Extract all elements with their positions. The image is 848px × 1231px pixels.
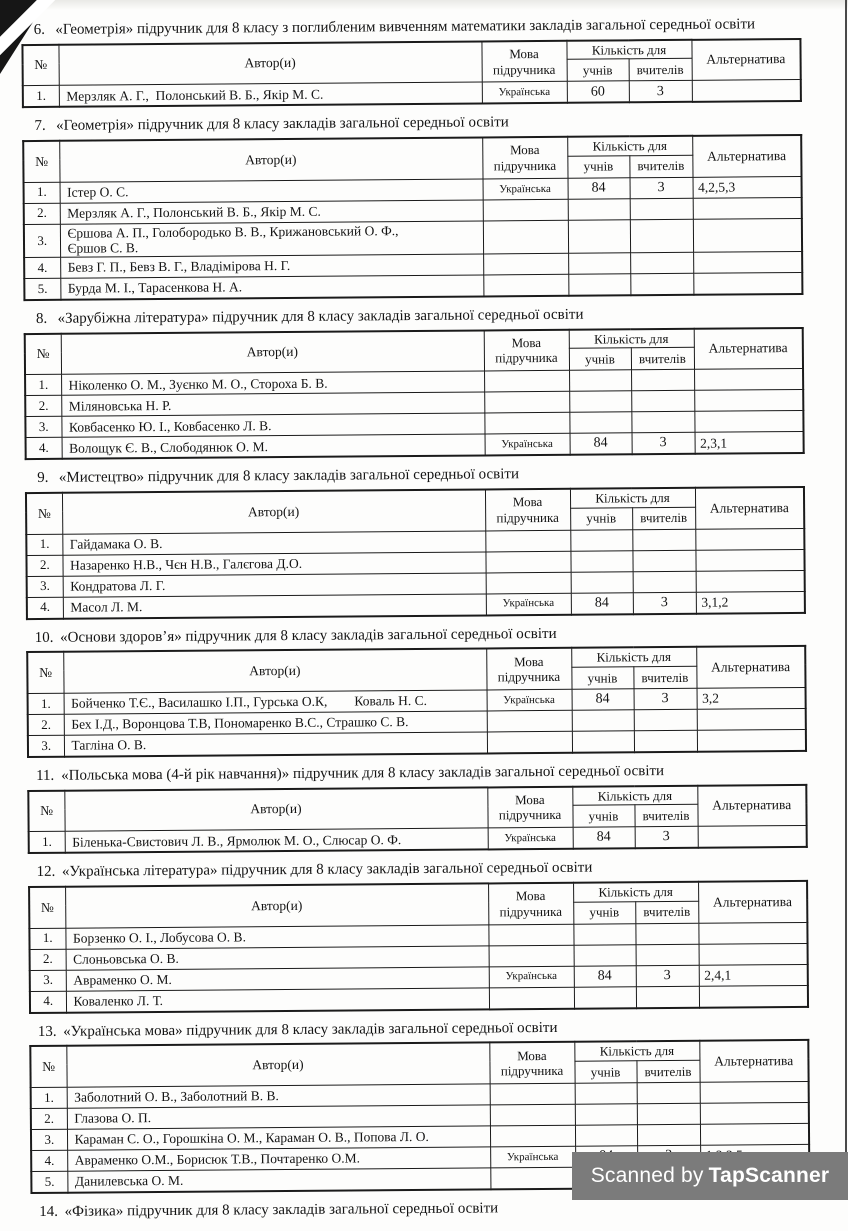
col-header-language: Мова підручника bbox=[488, 883, 573, 925]
col-header-authors: Автор(и) bbox=[59, 138, 482, 182]
col-header-quantity: Кількість для bbox=[569, 328, 694, 348]
cell-alternative bbox=[697, 729, 806, 751]
col-header-language: Мова підручника bbox=[482, 137, 567, 179]
col-header-students: учнів bbox=[574, 1061, 636, 1083]
cell-num: 3. bbox=[25, 417, 61, 438]
col-header-num: № bbox=[22, 45, 58, 86]
cell-language: Українська bbox=[482, 82, 567, 104]
section-number: 14. bbox=[39, 1203, 59, 1220]
section-title-row bbox=[29, 761, 807, 786]
cell-language: Українська bbox=[486, 593, 571, 615]
cell-teachers: 3 bbox=[629, 81, 692, 103]
cell-num: 1. bbox=[28, 693, 64, 714]
cell-alternative bbox=[699, 985, 808, 1007]
section-title-row bbox=[24, 111, 802, 136]
section-title: «Зарубіжна література» підручник для 8 класу закладів загальної середньої освіти bbox=[57, 306, 584, 327]
col-header-num: № bbox=[27, 652, 63, 693]
cell-students: 84 bbox=[573, 827, 635, 849]
cell-alternative bbox=[698, 826, 807, 848]
cell-students bbox=[575, 1125, 637, 1146]
section-number: 8. bbox=[35, 310, 48, 327]
textbook-section bbox=[22, 111, 803, 301]
cell-alternative bbox=[694, 390, 803, 412]
col-header-authors: Автор(и) bbox=[64, 787, 487, 831]
col-header-authors: Автор(и) bbox=[62, 489, 485, 533]
section-number: 12. bbox=[36, 864, 56, 881]
col-header-alternative: Альтернатива bbox=[691, 39, 800, 81]
col-header-num: № bbox=[26, 493, 62, 534]
textbook-section bbox=[24, 304, 805, 460]
textbook-table bbox=[25, 486, 806, 620]
col-header-alternative: Альтернатива bbox=[694, 328, 803, 370]
col-header-alternative: Альтернатива bbox=[692, 135, 801, 177]
scan-top-edge bbox=[0, 0, 848, 10]
cell-authors: Данилевська О. М. bbox=[67, 1168, 490, 1193]
cell-alternative: 3,1,2 bbox=[696, 591, 805, 613]
col-header-language: Мова підручника bbox=[484, 329, 569, 371]
section-title: «Українська мова» підручник для 8 класу закладів загальної середньої освіти bbox=[63, 1019, 558, 1040]
section-number: 6. bbox=[33, 21, 46, 38]
col-header-quantity: Кількість для bbox=[567, 136, 692, 156]
col-header-students: учнів bbox=[569, 348, 631, 370]
section-title: «Геометрія» підручник для 8 класу закладів загальної середньої освіти bbox=[56, 114, 509, 135]
cell-language bbox=[490, 1083, 575, 1105]
cell-language bbox=[487, 710, 572, 732]
cell-language: Українська bbox=[485, 434, 570, 456]
section-title-row bbox=[30, 857, 808, 882]
col-header-teachers: вчителів bbox=[634, 805, 697, 827]
cell-language bbox=[489, 987, 574, 1009]
cell-num: 3. bbox=[24, 224, 60, 258]
col-header-language: Мова підручника bbox=[487, 786, 572, 828]
cell-teachers bbox=[637, 1124, 700, 1145]
section-title-row bbox=[27, 463, 805, 488]
cell-alternative bbox=[695, 528, 804, 550]
cell-authors: Назаренко Н.В., Чєн Н.В., Галєгова Д.О. bbox=[62, 552, 485, 576]
cell-authors: Бех І.Д., Воронцова Т.В, Пономаренко В.С., Страшко С. В. bbox=[64, 711, 487, 735]
cell-num: 1. bbox=[29, 928, 65, 949]
col-header-quantity: Кількість для bbox=[574, 1041, 699, 1061]
cell-num: 4. bbox=[30, 991, 66, 1013]
col-header-quantity: Кількість для bbox=[572, 785, 697, 805]
cell-authors: Гайдамака О. В. bbox=[62, 531, 485, 555]
cell-students: 84 bbox=[570, 433, 632, 455]
cell-alternative bbox=[693, 251, 802, 273]
cell-teachers: 3 bbox=[636, 965, 699, 986]
textbook-section bbox=[28, 857, 809, 1013]
cell-alternative bbox=[692, 80, 801, 102]
cell-teachers bbox=[634, 730, 697, 752]
cell-teachers: 3 bbox=[632, 433, 695, 455]
col-header-quantity: Кількість для bbox=[566, 40, 691, 60]
col-header-teachers: вчителів bbox=[629, 155, 692, 177]
cell-num: 2. bbox=[26, 555, 62, 576]
textbook-table bbox=[22, 134, 803, 301]
cell-language bbox=[484, 371, 569, 393]
col-header-num: № bbox=[25, 333, 61, 374]
cell-alternative: 2,3,1 bbox=[695, 432, 804, 454]
col-header-students: учнів bbox=[570, 507, 632, 529]
cell-students: 84 bbox=[568, 177, 630, 198]
cell-students bbox=[568, 198, 630, 219]
cell-authors: Заболотний О. В., Заболотний В. В. bbox=[67, 1084, 490, 1108]
textbook-section bbox=[25, 463, 806, 619]
cell-authors: Глазова О. П. bbox=[67, 1105, 490, 1129]
col-header-teachers: вчителів bbox=[631, 348, 694, 370]
textbook-section bbox=[21, 15, 802, 108]
textbook-section bbox=[26, 623, 807, 758]
cell-language: Українська bbox=[487, 689, 572, 711]
cell-authors: Авраменко О. М. bbox=[66, 967, 489, 991]
cell-alternative bbox=[699, 943, 808, 965]
textbook-table bbox=[26, 645, 807, 758]
cell-num: 4. bbox=[31, 1150, 67, 1171]
cell-students bbox=[569, 370, 631, 391]
cell-authors: Слоньовська О. В. bbox=[66, 946, 489, 970]
cell-num: 5. bbox=[24, 278, 60, 300]
cell-alternative bbox=[697, 708, 806, 730]
col-header-num: № bbox=[28, 790, 64, 831]
cell-authors: Бурда М. І., Тарасенкова Н. А. bbox=[60, 275, 483, 300]
cell-language bbox=[485, 551, 570, 573]
section-number: 10. bbox=[34, 629, 54, 646]
col-header-teachers: вчителів bbox=[632, 507, 695, 529]
cell-students bbox=[575, 1104, 637, 1125]
col-header-authors: Автор(и) bbox=[61, 330, 484, 374]
cell-authors: Біленька-Свистович Л. В., Ярмолюк М. О., Слюсар О. Ф. bbox=[65, 828, 488, 853]
cell-alternative bbox=[698, 922, 807, 944]
cell-authors: Борзенко О. І., Лобусова О. В. bbox=[65, 925, 488, 949]
cell-alternative bbox=[696, 570, 805, 592]
cell-teachers bbox=[632, 550, 695, 571]
cell-alternative bbox=[693, 272, 802, 294]
cell-language: Українська bbox=[489, 966, 574, 988]
col-header-language: Мова підручника bbox=[486, 648, 571, 690]
cell-num: 1. bbox=[23, 86, 59, 108]
cell-teachers: 3 bbox=[634, 688, 697, 709]
cell-teachers bbox=[631, 370, 694, 391]
cell-language bbox=[483, 274, 568, 296]
cell-teachers bbox=[630, 273, 693, 295]
cell-teachers: 3 bbox=[633, 592, 696, 614]
cell-alternative bbox=[693, 218, 802, 252]
cell-language bbox=[490, 1167, 575, 1189]
section-title-row bbox=[26, 304, 804, 329]
cell-alternative: 4,2,5,3 bbox=[693, 176, 802, 198]
section-title: «Геометрія» підручник для 8 класу з поглибленим вивченням математики закладів загальної середньої освіти bbox=[55, 16, 756, 38]
cell-authors: Бевз Г. П., Бевз В. Г., Владімірова Н. Г. bbox=[60, 254, 483, 278]
cell-alternative bbox=[700, 1102, 809, 1124]
section-number: 9. bbox=[37, 470, 49, 487]
cell-num: 1. bbox=[26, 534, 62, 555]
cell-num: 1. bbox=[24, 182, 60, 203]
cell-num: 3. bbox=[31, 1129, 67, 1150]
cell-teachers bbox=[635, 923, 698, 944]
col-header-alternative: Альтернатива bbox=[697, 785, 806, 827]
col-header-num: № bbox=[30, 1046, 66, 1087]
section-title: «Мистецтво» підручник для 8 класу закладів загальної середньої освіти bbox=[58, 466, 520, 487]
cell-language bbox=[490, 1104, 575, 1126]
col-header-students: учнів bbox=[571, 667, 633, 689]
cell-language: Українська bbox=[490, 1146, 575, 1168]
cell-alternative: 3,2 bbox=[697, 687, 806, 709]
col-header-quantity: Кількість для bbox=[573, 882, 698, 902]
watermark-prefix: Scanned by bbox=[590, 1164, 704, 1187]
section-number: 7. bbox=[34, 118, 46, 135]
cell-language bbox=[484, 392, 569, 414]
cell-language: Українська bbox=[483, 178, 568, 200]
cell-students bbox=[572, 710, 634, 731]
cell-num: 4. bbox=[24, 257, 60, 278]
cell-teachers: 3 bbox=[630, 177, 693, 198]
textbook-table bbox=[27, 784, 807, 855]
cell-teachers bbox=[637, 1103, 700, 1124]
cell-students: 60 bbox=[567, 81, 629, 103]
cell-num: 3. bbox=[28, 735, 64, 757]
cell-teachers bbox=[632, 529, 695, 550]
col-header-alternative: Альтернатива bbox=[695, 487, 804, 529]
cell-num: 3. bbox=[27, 576, 63, 597]
watermark-brand: TapScanner bbox=[708, 1164, 830, 1187]
cell-language bbox=[483, 220, 568, 254]
cell-alternative bbox=[695, 549, 804, 571]
cell-students: 84 bbox=[574, 965, 636, 986]
scan-edge-line bbox=[845, 0, 847, 1200]
cell-authors: Мерзляк А. Г., Полонський В. Б., Якір М. С. bbox=[59, 82, 482, 107]
cell-students bbox=[572, 731, 634, 753]
cell-authors: Істер О. С. bbox=[60, 179, 483, 203]
cell-authors: Міляновська Н. Р. bbox=[61, 392, 484, 416]
section-title-row bbox=[31, 1017, 809, 1042]
cell-language bbox=[488, 924, 573, 946]
cell-students bbox=[568, 219, 630, 253]
section-number: 11. bbox=[36, 767, 55, 784]
cell-teachers bbox=[636, 986, 699, 1008]
cell-num: 4. bbox=[26, 438, 62, 460]
cell-authors: Єршова А. П., Голобородько В. В., Крижановський О. Ф., Єршов С. В. bbox=[60, 221, 483, 258]
cell-language bbox=[490, 1125, 575, 1147]
section-title: «Основи здоров’я» підручник для 8 класу закладів загальної середньої освіти bbox=[60, 625, 557, 646]
cell-num: 3. bbox=[30, 970, 66, 991]
scan-corner-artifact bbox=[0, 0, 70, 110]
section-title-row bbox=[28, 623, 806, 648]
cell-students bbox=[569, 391, 631, 412]
col-header-alternative: Альтернатива bbox=[699, 1040, 808, 1082]
col-header-authors: Автор(и) bbox=[58, 41, 481, 85]
col-header-quantity: Кількість для bbox=[570, 488, 695, 508]
textbook-table bbox=[21, 38, 801, 109]
cell-teachers bbox=[630, 219, 693, 253]
cell-authors: Тагліна О. В. bbox=[64, 732, 487, 757]
cell-students bbox=[568, 253, 630, 274]
cell-language bbox=[483, 253, 568, 275]
cell-students bbox=[569, 412, 631, 433]
cell-num: 2. bbox=[24, 203, 60, 224]
cell-alternative: 2,4,1 bbox=[699, 964, 808, 986]
cell-alternative bbox=[693, 197, 802, 219]
textbook-section bbox=[27, 761, 808, 854]
cell-num: 2. bbox=[30, 949, 66, 970]
tapscanner-watermark bbox=[572, 1152, 848, 1200]
cell-alternative bbox=[700, 1081, 809, 1103]
cell-teachers bbox=[630, 198, 693, 219]
cell-students bbox=[571, 571, 633, 592]
textbook-table bbox=[28, 880, 809, 1014]
col-header-language: Мова підручника bbox=[481, 41, 566, 83]
document-content bbox=[21, 15, 810, 1231]
cell-students bbox=[573, 923, 635, 944]
cell-authors: Масол Л. М. bbox=[63, 594, 486, 619]
section-number: 13. bbox=[37, 1023, 57, 1040]
cell-students bbox=[574, 944, 636, 965]
textbook-section bbox=[31, 1197, 811, 1222]
cell-authors: Волощук Є. В., Слободянюк О. М. bbox=[62, 434, 485, 459]
cell-authors: Ковбасенко Ю. І., Ковбасенко Л. В. bbox=[61, 413, 484, 437]
cell-num: 1. bbox=[25, 375, 61, 396]
col-header-teachers: вчителів bbox=[629, 59, 692, 81]
cell-authors: Авраменко О.М., Борисюк Т.В., Почтаренко О.М. bbox=[67, 1147, 490, 1171]
cell-alternative bbox=[700, 1123, 809, 1145]
cell-teachers bbox=[630, 252, 693, 273]
col-header-num: № bbox=[29, 887, 65, 928]
cell-students bbox=[570, 550, 632, 571]
cell-students bbox=[575, 1083, 637, 1104]
cell-language bbox=[487, 731, 572, 753]
cell-num: 2. bbox=[31, 1108, 67, 1129]
cell-teachers bbox=[631, 412, 694, 433]
cell-authors: Мерзляк А. Г., Полонський В. Б., Якір М. С. bbox=[60, 200, 483, 224]
cell-authors: Ніколенко О. М., Зуєнко М. О., Стороха Б. В. bbox=[61, 371, 484, 395]
section-title: «Польська мова (4-й рік навчання)» підручник для 8 класу закладів загальної середньої освіти bbox=[61, 762, 665, 784]
cell-language bbox=[485, 530, 570, 552]
col-header-num: № bbox=[23, 141, 59, 182]
cell-alternative bbox=[694, 411, 803, 433]
col-header-teachers: вчителів bbox=[636, 1060, 699, 1082]
section-title: «Українська література» підручник для 8 класу закладів загальної середньої освіти bbox=[61, 859, 593, 881]
section-title-row bbox=[33, 1197, 811, 1222]
cell-authors: Караман С. О., Горошкіна О. М., Караман О. В., Попова Л. О. bbox=[67, 1126, 490, 1150]
cell-teachers: 3 bbox=[635, 827, 698, 849]
cell-students bbox=[570, 529, 632, 550]
cell-teachers bbox=[634, 709, 697, 730]
cell-teachers bbox=[631, 391, 694, 412]
cell-teachers bbox=[637, 1082, 700, 1103]
col-header-quantity: Кількість для bbox=[571, 647, 696, 667]
cell-students: 84 bbox=[572, 689, 634, 710]
col-header-teachers: вчителів bbox=[633, 666, 696, 688]
col-header-language: Мова підручника bbox=[489, 1042, 574, 1084]
col-header-alternative: Альтернатива bbox=[698, 881, 807, 923]
col-header-authors: Автор(и) bbox=[65, 883, 488, 927]
cell-num: 1. bbox=[31, 1087, 67, 1108]
col-header-teachers: вчителів bbox=[635, 901, 698, 923]
cell-teachers bbox=[633, 571, 696, 592]
cell-language bbox=[484, 413, 569, 435]
cell-language: Українська bbox=[488, 828, 573, 850]
cell-authors: Бойченко Т.Є., Василашко І.П., Гурська О.К, Коваль Н. С. bbox=[64, 690, 487, 714]
section-title: «Фізика» підручник для 8 класу закладів загальної середньої освіти bbox=[64, 1200, 499, 1220]
cell-num: 5. bbox=[31, 1171, 67, 1193]
cell-teachers bbox=[636, 944, 699, 965]
col-header-authors: Автор(и) bbox=[63, 649, 486, 693]
col-header-students: учнів bbox=[573, 901, 635, 923]
textbook-table bbox=[24, 327, 805, 461]
cell-num: 2. bbox=[28, 714, 64, 735]
cell-num: 4. bbox=[27, 597, 63, 619]
col-header-alternative: Альтернатива bbox=[696, 646, 805, 688]
col-header-students: учнів bbox=[567, 59, 629, 81]
col-header-authors: Автор(и) bbox=[66, 1043, 489, 1087]
cell-authors: Кондратова Л. Г. bbox=[63, 573, 486, 597]
col-header-language: Мова підручника bbox=[485, 489, 570, 531]
cell-authors: Коваленко Л. Т. bbox=[66, 988, 489, 1013]
cell-students: 84 bbox=[571, 592, 633, 614]
cell-num: 1. bbox=[29, 832, 65, 854]
col-header-students: учнів bbox=[572, 805, 634, 827]
col-header-students: учнів bbox=[567, 155, 629, 177]
cell-language bbox=[489, 945, 574, 967]
section-title-row bbox=[23, 15, 801, 40]
cell-students bbox=[568, 274, 630, 296]
cell-students bbox=[574, 986, 636, 1008]
cell-language bbox=[486, 572, 571, 594]
cell-alternative bbox=[694, 369, 803, 391]
cell-num: 2. bbox=[25, 396, 61, 417]
cell-language bbox=[483, 199, 568, 221]
